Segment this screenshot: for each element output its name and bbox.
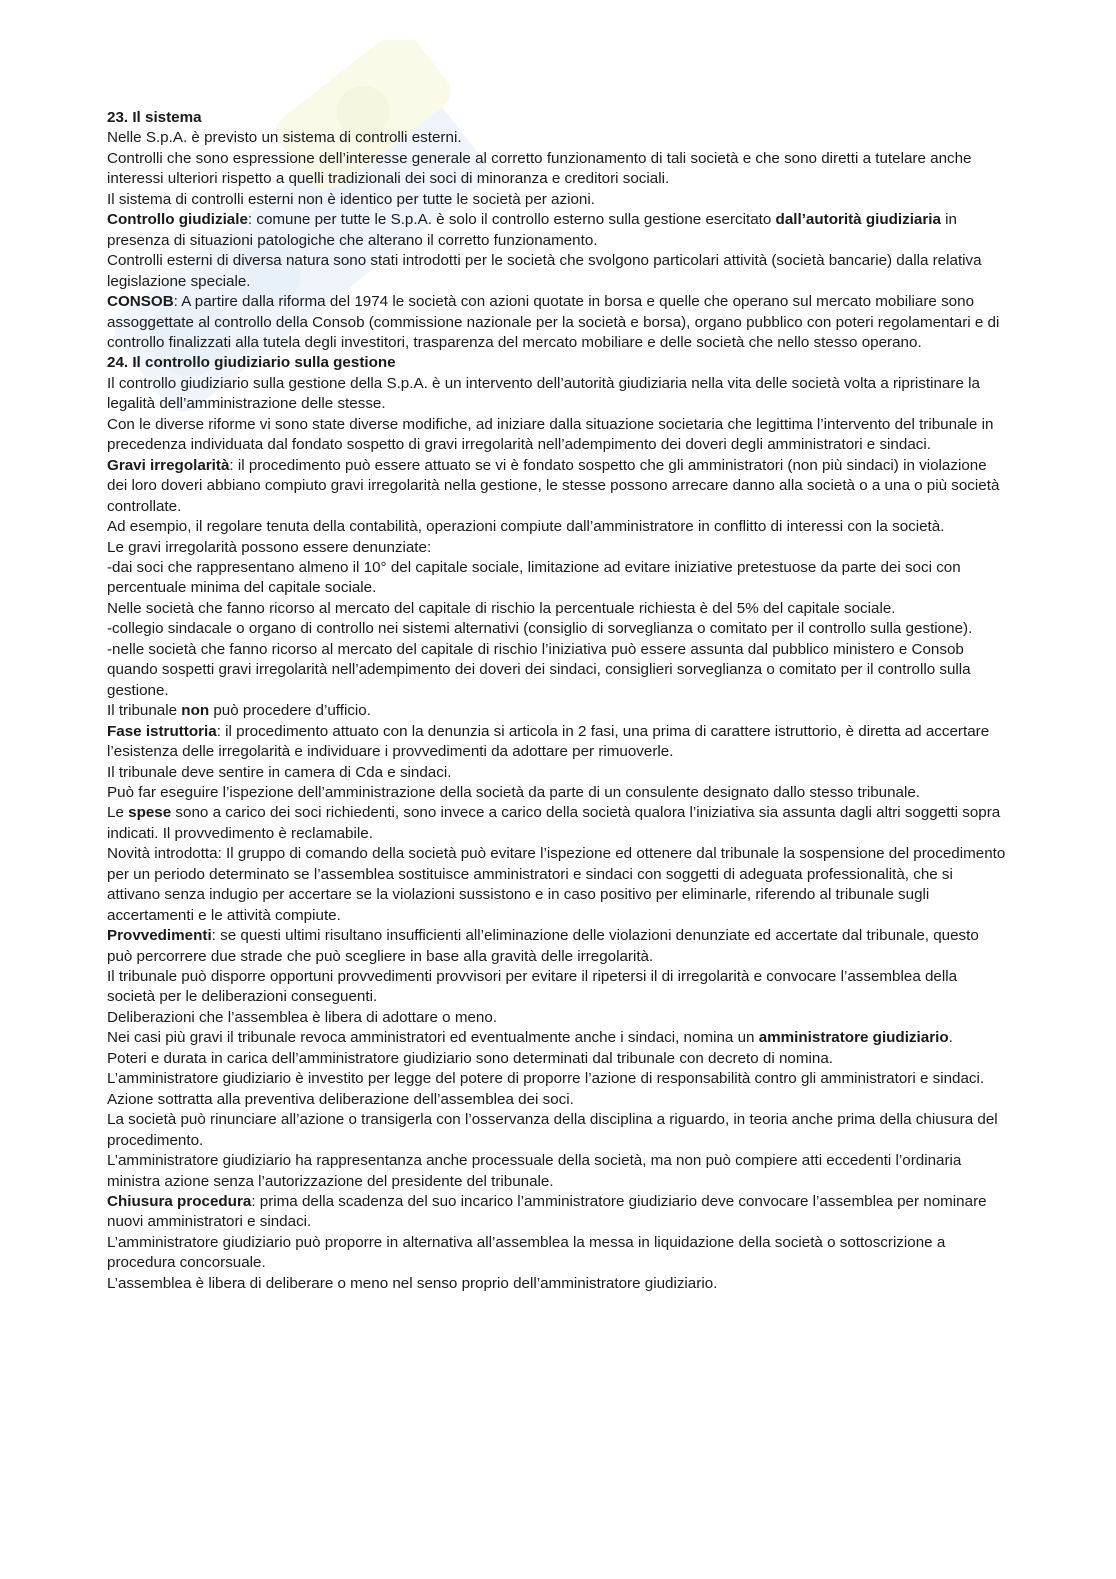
paragraph (107, 844, 1007, 926)
text-run: : se questi ultimi risultano insufficienti all’eliminazione delle violazioni denunziate ed accertate dal tribunale, questo può percorrere due strade che può scegliere in base alla gravità delle irregolarità. (107, 927, 979, 965)
text-run: Novità introdotta: Il gruppo di comando della società può evitare l’ispezione ed ottenere dal tribunale la sospensione del procedimento per un periodo determinato se l’assemblea sostituisce amministratori e sindaci con soggetti di adeguata professionalità, che si attivano senza indugio per accertare se la violazioni sussistono e in caso positivo per eliminarle, riferendo al tribunale sugli accertamenti e le attività compiute. (107, 845, 1006, 924)
bold-text: Provvedimenti (107, 927, 212, 945)
paragraph (107, 292, 1007, 353)
paragraph (107, 1151, 1007, 1192)
paragraph (107, 353, 1007, 373)
text-run: Poteri e durata in carica dell’amministratore giudiziario sono determinati dal tribunale con decreto di nomina. (107, 1049, 834, 1067)
text-run: Nelle società che fanno ricorso al mercato del capitale di rischio la percentuale richiesta è del 5% del capitale sociale. (107, 599, 896, 617)
paragraph (107, 763, 1007, 783)
paragraph (107, 456, 1007, 517)
text-run: sono a carico dei soci richiedenti, sono invece a carico della società qualora l’iniziativa sia assunta dagli altri soggetti sopra indicati. Il provvedimento è reclamabile. (107, 804, 1001, 842)
bold-text: amministratore giudiziario (758, 1029, 949, 1047)
paragraph (107, 251, 1007, 292)
text-run: -collegio sindacale o organo di controllo nei sistemi alternativi (consiglio di sorveglianza o comitato per il controllo sulla gestione). (107, 620, 973, 638)
text-run: L’amministratore giudiziario è investito per legge del potere di proporre l’azione di responsabilità contro gli amministratori e sindaci. (107, 1070, 985, 1088)
text-run: Le (107, 804, 129, 822)
paragraph (107, 722, 1007, 763)
text-run: Ad esempio, il regolare tenuta della contabilità, operazioni compiute dall’amministratore in conflitto di interessi con la società. (107, 518, 945, 536)
paragraph (107, 1049, 1007, 1069)
text-run: Con le diverse riforme vi sono state diverse modifiche, ad iniziare dalla situazione societaria che legittima l’intervento del tribunale in precedenza individuata dal fondato sospetto di gravi irregolarità nell’adempimento dei doveri degli amministratori e sindaci. (107, 415, 994, 454)
text-run: può procedere d’ufficio. (209, 702, 371, 720)
text-run: Controlli che sono espressione dell’interesse generale al corretto funzionamento di tali società e che sono diretti a tutelare anche interessi ulteriori rispetto a quelli tradizionali dei soci di minoranza e creditori sociali. (107, 149, 972, 188)
paragraph (107, 803, 1007, 844)
paragraph (107, 558, 1007, 599)
text-run: : prima della scadenza del suo incarico l’amministratore giudiziario deve convocare l’assemblea per nominare nuovi amministratori e sindaci. (107, 1193, 987, 1231)
text-run: : comune per tutte le S.p.A. è solo il controllo esterno sulla gestione esercitato (247, 211, 776, 229)
text-run: : A partire dalla riforma del 1974 le società con azioni quotate in borsa e quelle che operano sul mercato mobiliare sono assoggettate al controllo della Consob (commissione nazionale per la società e borsa), organo pubblico con poteri regolamentari e di controllo finalizzati alla tutela degli investitori, trasparenza del mercato mobiliare e delle società che nello stesso operano. (107, 293, 1000, 351)
text-run: Il tribunale può disporre opportuni provvedimenti provvisori per evitare il ripetersi il di irregolarità e convocare l’assemblea della società per le deliberazioni conseguenti. (107, 968, 958, 1006)
paragraph (107, 783, 1007, 803)
paragraph (107, 640, 1007, 701)
text-run: Azione sottratta alla preventiva deliberazione dell’assemblea dei soci. (107, 1090, 574, 1108)
text-run: -nelle società che fanno ricorso al mercato del capitale di rischio l’iniziativa può essere assunta dal pubblico ministero e Consob quando sospetti gravi irregolarità nell’adempimento dei doveri dei sindaci, consiglieri sorveglianza o comitato per il controllo sulla gestione. (107, 640, 971, 699)
bold-text: 23. Il sistema (107, 109, 202, 126)
paragraph (107, 374, 1007, 415)
paragraph (107, 415, 1007, 456)
bold-text: CONSOB (107, 293, 174, 311)
text-run: Il tribunale (107, 702, 182, 720)
paragraph (107, 599, 1007, 619)
paragraph (107, 967, 1007, 1008)
bold-text: spese (128, 804, 172, 822)
paragraph (107, 1192, 1007, 1233)
text-run: Può far eseguire l’ispezione dell’amministrazione della società da parte di un consulente designato dallo stesso tribunale. (107, 783, 921, 801)
paragraph (107, 128, 1007, 148)
paragraph (107, 1233, 1007, 1274)
bold-text: 24. Il controllo giudiziario sulla gestione (107, 354, 396, 372)
text-run: Controlli esterni di diversa natura sono stati introdotti per le società che svolgono particolari attività (società bancarie) dalla relativa legislazione speciale. (107, 252, 982, 290)
text-run: Nelle S.p.A. è previsto un sistema di controlli esterni. (107, 129, 462, 147)
text-run: : il procedimento può essere attuato se vi è fondato sospetto che gli amministratori (non più sindaci) in violazione dei loro doveri abbiano compiuto gravi irregolarità nella gestione, le stesse possono arrecare danno alla società o a una o più società controllate. (107, 456, 1000, 515)
paragraph (107, 149, 1007, 190)
text-run: Deliberazioni che l’assemblea è libera di adottare o meno. (107, 1008, 498, 1026)
bold-text: Gravi irregolarità (107, 456, 230, 474)
bold-text: dall’autorità giudiziaria (775, 211, 941, 229)
bold-text: Chiusura procedura (107, 1193, 252, 1211)
bold-text: Controllo giudiziale (107, 211, 248, 229)
bold-text: non (181, 702, 210, 720)
text-run: Il tribunale deve sentire in camera di Cda e sindaci. (107, 763, 452, 781)
paragraph (107, 108, 1007, 128)
text-run: Nei casi più gravi il tribunale revoca amministratori ed eventualmente anche i sindaci, nomina un (107, 1029, 759, 1047)
paragraph (107, 619, 1007, 639)
paragraph (107, 1274, 1007, 1294)
document-body (107, 108, 1007, 1294)
text-run: in presenza di situazioni patologiche che alterano il corretto funzionamento. (107, 211, 957, 249)
text-run: Il controllo giudiziario sulla gestione della S.p.A. è un intervento dell’autorità giudiziaria nella vita delle società volta a ripristinare la legalità dell’amministrazione delle stesse. (107, 374, 980, 413)
text-run: La società può rinunciare all’azione o transigerla con l’osservanza della disciplina a riguardo, in teoria anche prima della chiusura del procedimento. (107, 1111, 998, 1149)
text-run: L’amministratore giudiziario può proporre in alternativa all’assemblea la messa in liquidazione della società o sottoscrizione a procedura concorsuale. (107, 1233, 946, 1272)
text-run: . (948, 1029, 953, 1047)
paragraph (107, 210, 1007, 251)
paragraph (107, 1069, 1007, 1089)
text-run: Le gravi irregolarità possono essere denunziate: (107, 538, 432, 556)
text-run: : il procedimento attuato con la denunzia si articola in 2 fasi, una prima di carattere istruttorio, è diretta ad accertare l’esistenza delle irregolarità e individuare i provvedimenti da adottare per rimuoverle. (107, 722, 990, 761)
text-run: L’assemblea è libera di deliberare o meno nel senso proprio dell’amministratore giudiziario. (107, 1274, 718, 1292)
paragraph (107, 1008, 1007, 1028)
paragraph (107, 1110, 1007, 1151)
paragraph (107, 190, 1007, 210)
paragraph (107, 926, 1007, 967)
paragraph (107, 538, 1007, 558)
paragraph (107, 701, 1007, 721)
text-run: -dai soci che rappresentano almeno il 10° del capitale sociale, limitazione ad evitare iniziative pretestuose da parte dei soci con percentuale minima del capitale sociale. (107, 558, 961, 597)
paragraph (107, 1028, 1007, 1048)
text-run: Il sistema di controlli esterni non è identico per tutte le società per azioni. (107, 190, 595, 208)
paragraph (107, 517, 1007, 537)
bold-text: Fase istruttoria (107, 722, 217, 740)
paragraph (107, 1090, 1007, 1110)
text-run: L’amministratore giudiziario ha rappresentanza anche processuale della società, ma non può compiere atti eccedenti l’ordinaria ministra azione senza l’autorizzazione del presidente del tribunale. (107, 1152, 962, 1190)
